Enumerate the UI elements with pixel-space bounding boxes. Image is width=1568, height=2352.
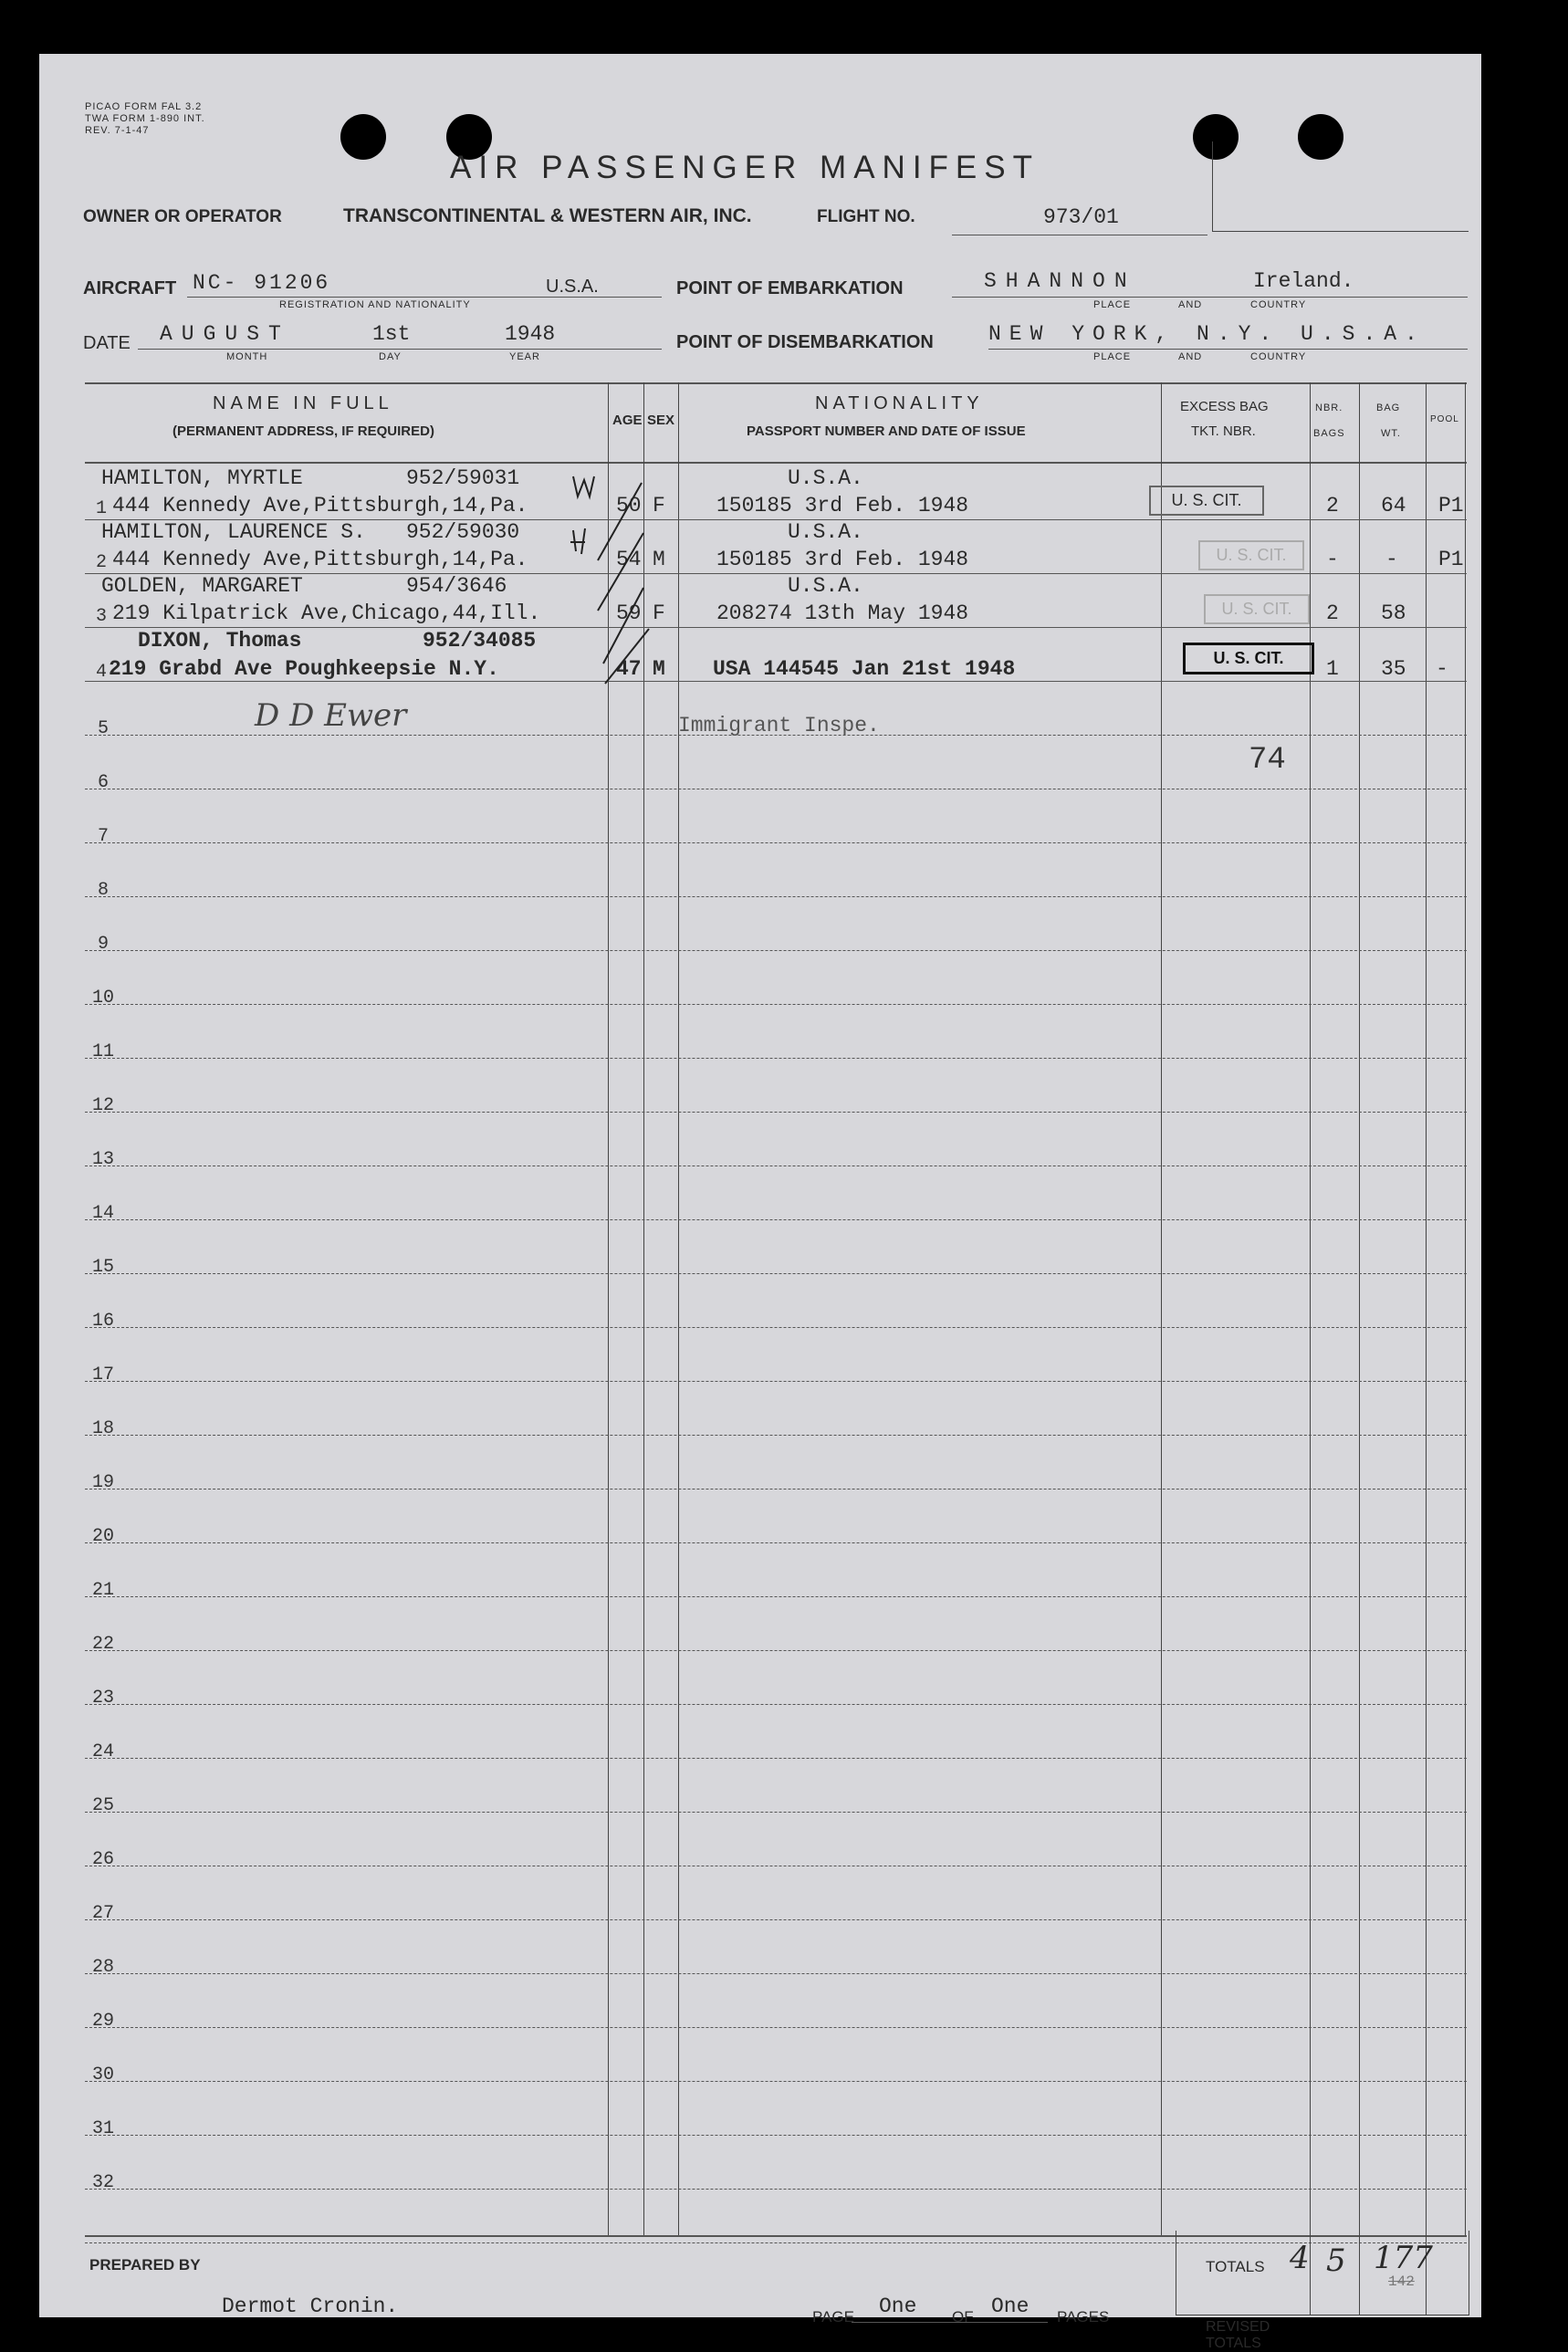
- row-separator: [85, 1327, 1467, 1328]
- totals-passengers: 4: [1290, 2240, 1310, 2276]
- place-caption: PLACE: [1093, 351, 1132, 362]
- ticket-number: 952/34085: [423, 629, 537, 653]
- row-separator: [85, 1381, 1467, 1382]
- passenger-age: 59: [616, 601, 642, 625]
- passenger-name: DIXON, Thomas: [138, 629, 302, 653]
- disembarkation-label: POINT OF DISEMBARKATION: [676, 332, 934, 352]
- row-number: 20: [92, 1526, 115, 1547]
- row-number: 10: [92, 988, 115, 1009]
- row-separator: [85, 1704, 1467, 1705]
- row-separator: [85, 1758, 1467, 1759]
- place-caption: PLACE: [1093, 299, 1132, 310]
- embarkation-country: Ireland.: [1253, 269, 1354, 293]
- form-id-line: TWA FORM 1-890 INT.: [85, 113, 205, 124]
- row-separator: [85, 1435, 1467, 1436]
- us-citizen-stamp: U. S. CIT.: [1149, 486, 1264, 516]
- flight-number: 973/01: [1043, 205, 1119, 229]
- passport-details: USA 144545 Jan 21st 1948: [713, 657, 1016, 681]
- revised-totals-label: REVISED TOTALS: [1206, 2319, 1270, 2351]
- page-label: PAGE: [812, 2308, 854, 2326]
- day-caption: DAY: [379, 351, 402, 362]
- country-caption: COUNTRY: [1250, 299, 1307, 310]
- row-separator: [85, 1112, 1467, 1113]
- row-number: 16: [92, 1311, 115, 1332]
- initial-mark: [573, 476, 594, 497]
- date-year: 1948: [505, 322, 556, 346]
- passenger-sex: M: [653, 548, 665, 571]
- column-subheader-nbr: BAGS: [1313, 428, 1345, 439]
- row-separator: [85, 1058, 1467, 1059]
- ticket-number: 952/59031: [406, 466, 520, 490]
- row-separator: [85, 896, 1467, 897]
- row-separator: [85, 1919, 1467, 1920]
- row-number: 6: [98, 772, 110, 793]
- passenger-age: 54: [616, 548, 642, 571]
- us-citizen-stamp: U. S. CIT.: [1198, 540, 1304, 570]
- row-number: 5: [98, 718, 110, 739]
- row-separator: [85, 2135, 1467, 2136]
- passenger-address: 444 Kennedy Ave,Pittsburgh,14,Pa.: [112, 548, 528, 571]
- date-label: DATE: [83, 333, 131, 353]
- row-number: 9: [98, 934, 110, 955]
- passenger-nationality: U.S.A.: [788, 520, 863, 544]
- column-subheader-bag: WT.: [1381, 428, 1401, 439]
- date-day: 1st: [372, 322, 411, 346]
- bag-count: 2: [1326, 494, 1339, 517]
- column-header-pool: POOL: [1430, 414, 1459, 424]
- row-number: 3: [96, 606, 108, 627]
- passenger-sex: F: [653, 494, 665, 517]
- totals-weight-struck: 142: [1388, 2274, 1415, 2290]
- bag-count: 1: [1326, 657, 1339, 681]
- row-number: 11: [92, 1041, 115, 1062]
- column-subheader-nationality: PASSPORT NUMBER AND DATE OF ISSUE: [747, 423, 1026, 439]
- check-mark: [605, 629, 649, 684]
- form-id-line: PICAO FORM FAL 3.2: [85, 101, 203, 112]
- owner-label: OWNER OR OPERATOR: [83, 207, 282, 226]
- row-separator: [85, 950, 1467, 951]
- row-separator: [85, 1273, 1467, 1274]
- column-header-age: AGE: [612, 413, 643, 428]
- column-header-excess: EXCESS BAG: [1180, 399, 1269, 414]
- year-caption: YEAR: [509, 351, 540, 362]
- column-header-name: NAME IN FULL: [213, 393, 393, 413]
- row-number: 32: [92, 2172, 115, 2193]
- manifest-page: [39, 54, 1481, 2351]
- passenger-name: HAMILTON, MYRTLE: [101, 466, 303, 490]
- passenger-name: GOLDEN, MARGARET: [101, 574, 303, 598]
- row-number: 31: [92, 2118, 115, 2139]
- totals-label: TOTALS: [1206, 2258, 1265, 2275]
- row-number: 25: [92, 1795, 115, 1816]
- row-separator: [85, 1596, 1467, 1597]
- aircraft-country: U.S.A.: [546, 277, 599, 297]
- row-number: 29: [92, 2011, 115, 2032]
- row-number: 8: [98, 880, 110, 901]
- row-separator: [85, 2027, 1467, 2028]
- row-number: 22: [92, 1634, 115, 1655]
- country-caption: COUNTRY: [1250, 351, 1307, 362]
- row-number: 4: [96, 662, 108, 683]
- flight-label: FLIGHT NO.: [817, 207, 915, 226]
- passenger-address: 219 Grabd Ave Poughkeepsie N.Y.: [109, 657, 499, 681]
- column-header-sex: SEX: [647, 413, 675, 428]
- prepared-by-name: Dermot Cronin.: [222, 2295, 399, 2318]
- prepared-by-label: PREPARED BY: [89, 2256, 201, 2274]
- passenger-nationality: U.S.A.: [788, 466, 863, 490]
- column-header-bag: BAG: [1376, 402, 1401, 413]
- column-header-nbr: NBR.: [1315, 402, 1343, 413]
- row-separator: [85, 1542, 1467, 1543]
- passenger-name: HAMILTON, LAURENCE S.: [101, 520, 366, 544]
- passenger-sex: M: [653, 657, 665, 681]
- row-number: 1: [96, 498, 108, 519]
- page-number: One: [879, 2295, 917, 2318]
- form-id-line: REV. 7-1-47: [85, 125, 150, 136]
- row-number: 17: [92, 1364, 115, 1385]
- page-count: One: [991, 2295, 1030, 2318]
- passenger-address: 444 Kennedy Ave,Pittsburgh,14,Pa.: [112, 494, 528, 517]
- row-separator: [85, 1219, 1467, 1220]
- bag-count: 2: [1326, 601, 1339, 625]
- row-number: 13: [92, 1149, 115, 1170]
- row-separator: [85, 1812, 1467, 1813]
- aircraft-label: AIRCRAFT: [83, 278, 177, 298]
- pool-code: P1: [1438, 548, 1464, 571]
- row-separator: [85, 2081, 1467, 2082]
- row-number: 24: [92, 1741, 115, 1762]
- immigrant-inspector-note: Immigrant Inspe.: [678, 714, 880, 737]
- row-number: 23: [92, 1688, 115, 1709]
- row-number: 18: [92, 1418, 115, 1439]
- registration-caption: REGISTRATION AND NATIONALITY: [279, 299, 471, 310]
- column-subheader-name: (PERMANENT ADDRESS, IF REQUIRED): [172, 423, 434, 439]
- row-separator: [85, 1973, 1467, 1974]
- row-number: 21: [92, 1580, 115, 1601]
- row-separator: [85, 1650, 1467, 1651]
- disembarkation-value: NEW YORK, N.Y. U.S.A.: [988, 322, 1426, 346]
- row-number: 7: [98, 826, 110, 847]
- row-number: 30: [92, 2065, 115, 2085]
- check-mark: [603, 588, 643, 664]
- pages-label: PAGES: [1057, 2308, 1110, 2326]
- passenger-age: 47: [616, 657, 642, 681]
- bag-weight: 58: [1381, 601, 1406, 625]
- row-separator: [85, 842, 1467, 843]
- ticket-number: 954/3646: [406, 574, 507, 598]
- checkmark-strokes: [39, 54, 1481, 747]
- inspector-signature: D D Ewer: [255, 697, 407, 734]
- totals-bags: 5: [1326, 2242, 1346, 2279]
- row-separator: [85, 1489, 1467, 1490]
- page-title: AIR PASSENGER MANIFEST: [450, 150, 1040, 185]
- row-6-figure: 74: [1249, 743, 1286, 778]
- pool-code: -: [1436, 657, 1448, 681]
- column-subheader-excess: TKT. NBR.: [1191, 423, 1256, 439]
- row-number: 27: [92, 1903, 115, 1924]
- passport-details: 150185 3rd Feb. 1948: [716, 548, 969, 571]
- column-header-nationality: NATIONALITY: [815, 393, 984, 413]
- bag-weight: -: [1385, 548, 1398, 571]
- ticket-number: 952/59030: [406, 520, 520, 544]
- row-number: 2: [96, 552, 108, 573]
- date-month: AUGUST: [160, 322, 290, 346]
- of-label: OF: [952, 2308, 974, 2326]
- row-separator: [85, 2189, 1467, 2190]
- us-citizen-stamp: U. S. CIT.: [1183, 643, 1314, 674]
- row-number: 15: [92, 1257, 115, 1278]
- passenger-age: 50: [616, 494, 642, 517]
- month-caption: MONTH: [226, 351, 268, 362]
- bag-weight: 64: [1381, 494, 1406, 517]
- embarkation-place: SHANNON: [984, 269, 1136, 293]
- totals-weight: 177: [1374, 2240, 1433, 2276]
- passport-details: 208274 13th May 1948: [716, 601, 969, 625]
- bag-count: -: [1326, 548, 1339, 571]
- row-number: 14: [92, 1203, 115, 1224]
- passenger-nationality: U.S.A.: [788, 574, 863, 598]
- bag-weight: 35: [1381, 657, 1406, 681]
- owner-value: TRANSCONTINENTAL & WESTERN AIR, INC.: [343, 205, 752, 226]
- passenger-sex: F: [653, 601, 665, 625]
- and-caption: AND: [1178, 351, 1203, 362]
- aircraft-registration: NC- 91206: [193, 271, 331, 295]
- passenger-address: 219 Kilpatrick Ave,Chicago,44,Ill.: [112, 601, 541, 625]
- us-citizen-stamp: U. S. CIT.: [1204, 594, 1310, 624]
- row-number: 28: [92, 1957, 115, 1978]
- row-number: 12: [92, 1095, 115, 1116]
- embarkation-label: POINT OF EMBARKATION: [676, 278, 904, 298]
- passport-details: 150185 3rd Feb. 1948: [716, 494, 969, 517]
- initial-mark: [570, 528, 585, 554]
- row-separator: [85, 1004, 1467, 1005]
- and-caption: AND: [1178, 299, 1203, 310]
- row-number: 26: [92, 1849, 115, 1870]
- pool-code: P1: [1438, 494, 1464, 517]
- row-number: 19: [92, 1472, 115, 1493]
